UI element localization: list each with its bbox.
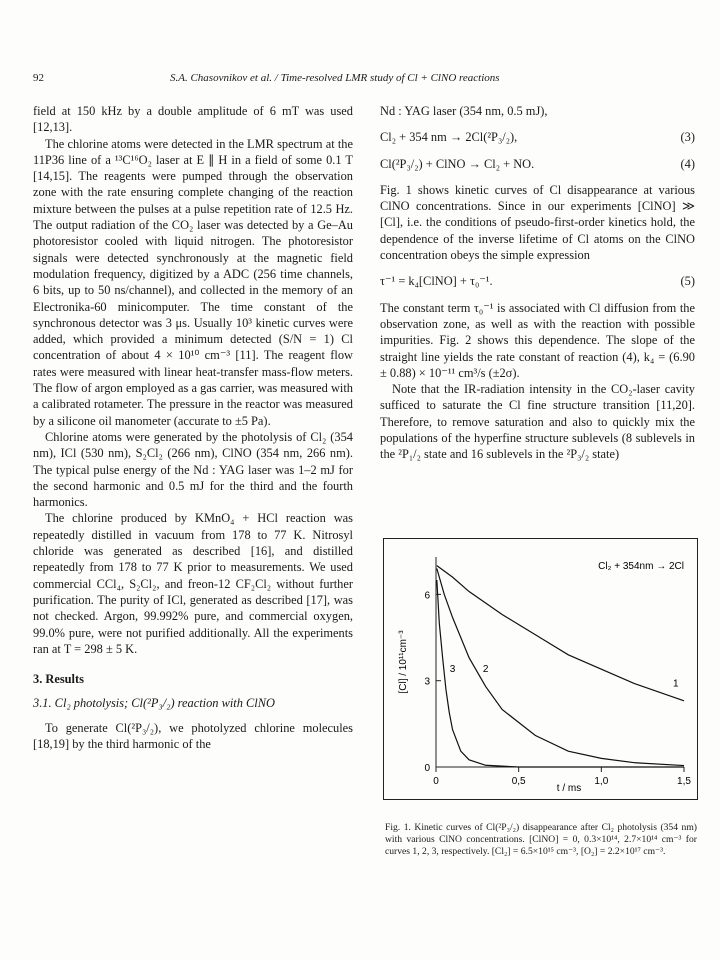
paragraph: The chlorine produced by KMnO₄ + HCl reaction was repeatedly distilled in vacuum from 178 to 77 K. Nitrosyl chloride was generated as described [16], and distilled repeatedly from 178 to 77 K prior to measurements. We used commercial CCl₄, S₂Cl₂, and freon-12 CF₂Cl₂ without further purification. The purity of ICl, generated as described [17], was not checked. Argon, 99.992% pure, and commercial oxygen, 99.0% pure, were not purified additionally. All the experiments ran at T = 298 ± 5 K. <box>33 511 353 656</box>
x-tick-label: 1,0 <box>594 776 609 787</box>
left-column <box>33 103 353 752</box>
kinetic-curves-chart <box>384 539 697 799</box>
paragraph: Chlorine atoms were generated by the photolysis of Cl₂ (354 nm), ICl (530 nm), S₂Cl₂ (266 nm), ClNO (354 nm, 266 nm). The typical pulse energy of the Nd : YAG laser was 1–2 mJ for the second harmonic and 0.5 mJ for the third and the fourth harmonics. <box>33 429 353 510</box>
equation-4 <box>380 156 695 172</box>
equation-number: (5) <box>680 274 695 289</box>
paragraph: Nd : YAG laser (354 nm, 0.5 mJ), <box>380 104 548 118</box>
y-tick-label: 6 <box>424 590 430 602</box>
y-axis-label: [Cl] / 10¹¹cm⁻³ <box>398 630 409 694</box>
equation-text: τ⁻¹ = k₄[ClNO] + τ₀⁻¹. <box>380 274 493 289</box>
y-tick-label: 3 <box>424 676 430 688</box>
right-column <box>380 103 695 463</box>
equation-5 <box>380 273 695 289</box>
axes <box>424 557 691 787</box>
subsection-title: 3.1. Cl₂ photolysis; Cl(²P₃/₂) reaction with ClNO <box>33 696 275 711</box>
paragraph: To generate Cl(²P₃/₂), we photolyzed chlorine molecules [18,19] by the third harmonic of the <box>33 720 353 751</box>
curve-1 <box>437 566 684 701</box>
equation-number: (4) <box>680 156 695 171</box>
equation-text: Cl(²P₃/₂) + ClNO → Cl₂ + NO. <box>380 156 535 171</box>
x-tick-label: 0 <box>433 776 439 787</box>
curve-label-2: 2 <box>482 664 489 676</box>
section-title: 3. Results <box>33 672 84 687</box>
x-tick-label: 1,5 <box>677 776 691 787</box>
running-head: S.A. Chasovnikov et al. / Time-resolved LMR study of Cl + ClNO reactions <box>170 72 500 84</box>
x-axis-label: t / ms <box>556 783 582 794</box>
y-tick-label: 0 <box>424 763 430 774</box>
equation-number: (3) <box>680 130 695 145</box>
paragraph: Fig. 1 shows kinetic curves of Cl disappearance at various ClNO concentrations. Since in our experiments [ClNO] ≫ [Cl], i.e. the conditions of pseudo-first-order kinetics hold, the dependence of the inverse lifetime of Cl atoms on the ClNO concentration obeys the simple expression <box>380 182 695 263</box>
figure-caption: Fig. 1. Kinetic curves of Cl(²P₃/₂) disappearance after Cl₂ photolysis (354 nm) with various ClNO concentrations. [ClNO] = 0, 0.3×10¹⁴, 2.7×10¹⁴ cm⁻³ for curves 1, 2, 3, respectively. [Cl₂] = 6.5×10¹⁵ cm⁻³, [O₂] = 2.2×10¹⁷ cm⁻³. <box>385 822 697 857</box>
chart-annotation: Cl₂ + 354nm → 2Cl <box>598 561 684 572</box>
curve-2 <box>437 569 684 766</box>
curves <box>437 566 684 767</box>
x-tick-label: 0,5 <box>511 776 526 787</box>
paragraph: Note that the IR-radiation intensity in the CO₂-laser cavity sufficed to saturate the Cl fine structure transition [11,20]. Therefore, to remove saturation and also to quickly mix the populations of the hyperfine structure sublevels (8 sublevels in the ²P₁/₂ state and 16 sublevels in the ²P₃/₂ state) <box>380 382 695 462</box>
page-number: 92 <box>33 72 44 84</box>
paragraph: field at 150 kHz by a double amplitude of 6 mT was used [12,13]. <box>33 104 353 135</box>
figure-1 <box>383 538 698 800</box>
curve-label-3: 3 <box>449 664 456 676</box>
equation-3 <box>380 129 695 145</box>
curve-label-1: 1 <box>672 678 679 690</box>
paragraph: The constant term τ₀⁻¹ is associated with Cl diffusion from the observation zone, as well as with the reaction with possible impurities. Fig. 2 shows this dependence. The slope of the straight line yields the rate constant of reaction (4), k₄ = (6.90 ± 0.88) × 10⁻¹¹ cm³/s (±2σ). <box>380 300 695 380</box>
curve-3 <box>437 580 684 767</box>
equation-text: Cl₂ + 354 nm → 2Cl(²P₃/₂), <box>380 130 518 145</box>
paragraph: The chlorine atoms were detected in the LMR spectrum at the 11P36 line of a ¹³C¹⁶O₂ laser at E ∥ H in a field of some 0.1 T [14,15]. The reagents were pumped through the observation zone with the rate ensuring complete changing of the reaction mixture between the pulses at a pulse repetition rate of 12.5 Hz. The output radiation of the CO₂ laser was detected by a Ge–Au photoresistor cooled with liquid nitrogen. The photoresistor signals were detected synchronously at the magnetic field modulation frequency, digitized by a ADC (256 time channels, 6 bits, up to 50 ns/channel), and collected in the memory of an Electronika-60 minicomputer. The time constant of the synchronous detector was 3 μs. Usually 10³ kinetic curves were added, which provided a minimum detected (S/N = 1) Cl concentration of about 4 × 10¹⁰ cm⁻³ [11]. The reagent flow rates were measured with linear heat-transfer mass-flow meters. The flow of argon employed as a gas carrier, was measured with a calibrated rotameter. The pressure in the reactor was measured by a silicone oil manometer (accurate to ±5 Pa). <box>33 136 353 428</box>
